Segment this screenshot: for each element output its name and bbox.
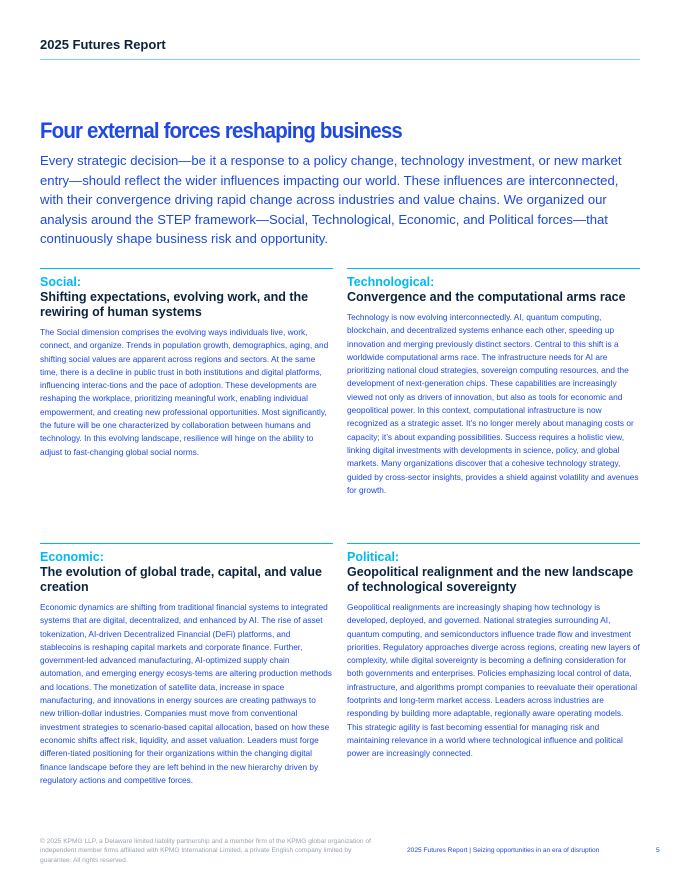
section-economic — [40, 543, 333, 787]
section-divider — [347, 268, 640, 269]
section-label: Technological: — [347, 275, 435, 289]
page-number: 5 — [656, 847, 660, 854]
section-subtitle: The evolution of global trade, capital, and value creation — [40, 565, 322, 594]
section-label: Social: — [40, 275, 81, 289]
intro-paragraph: Every strategic decision—be it a response to a policy change, technology investment, or new market entry—should reflect the wider influences impacting our world. These influences are interconnected, with their convergence driving rapid change across industries and value chains. We organized our analysis around the STEP framework—Social, Technological, Economic, and Political forces—that continuously shape business risk and opportunity. — [40, 153, 622, 246]
section-body: Economic dynamics are shifting from traditional financial systems to integrated systems that are digital, decentralized, and enhanced by AI. The rise of asset tokenization, AI-driven Decentralized Financial (DeFi) platforms, and stablecoins is reshaping capital markets and corporate finance. Further, government-led advanced manufacturing, AI-optimized supply chain automation, and emerging energy ecosys-tems are altering production methods and locations. The monetization of satellite data, increase in space manufacturing, and innovations in energy sources are creating pathways to new trillion-dollar industries. Companies must move from conventional investment strategies to scenario-based capital allocation, based on how these economic shifts affect risk, liquidity, and asset valuation. Leaders must forge differen-tiated positioning for their organizations within the changing digital finance landscape before they are left behind in the new hierarchy driven by regulatory actions and competitive forces. — [40, 602, 332, 785]
report-header-title: 2025 Futures Report — [40, 37, 166, 52]
section-body: Technology is now evolving interconnectedly. AI, quantum computing, blockchain, and decentralized systems enhance each other, speeding up innovation and merging previously distinct sectors. Central to this shift is a worldwide computational arms race. The infrastructure needs for AI are prioritizing national cloud strategies, sovereign computing resources, and the development of next-generation chips. These capabilities are increasingly viewed not only as drivers of innovation, but also as tools for economic and geopolitical power. In this context, computational infrastructure is now recognized as a strategic asset. It’s no longer merely about managing costs or capacity; it’s about expanding possibilities. Success requires a holistic view, linking digital investments with developments in science, policy, and global markets. Many organizations discover that a cohesive technology strategy, guided by cross-sector insights, provides a shield against volatility and avenues for growth. — [347, 312, 639, 495]
section-divider — [347, 543, 640, 544]
section-label: Economic: — [40, 550, 104, 564]
section-social — [40, 268, 333, 459]
section-divider — [40, 543, 333, 544]
page-title: Four external forces reshaping business — [40, 118, 402, 143]
section-subtitle: Shifting expectations, evolving work, and the rewiring of human systems — [40, 290, 309, 319]
section-label: Political: — [347, 550, 400, 564]
section-body: The Social dimension comprises the evolving ways individuals live, work, connect, and organize. Trends in population growth, demographics, aging, and shifting social values are apparent across regions and sectors. At the same time, there is a decline in public trust in both institutions and digital platforms, influencing interac-tions and the pace of adoption. These developments are reshaping the workplace, prioritizing meaningful work, enabling individual empowerment, and creating new professional opportunities. Most significantly, the future will be one characterized by collaboration between humans and technology. In this evolving landscape, resilience will hinge on the ability to adjust to fast-changing global social norms. — [40, 327, 329, 457]
section-political — [347, 543, 640, 761]
section-divider — [40, 268, 333, 269]
section-technological — [347, 268, 640, 497]
header-divider — [40, 59, 640, 60]
footer-report-reference: 2025 Futures Report | Seizing opportunities in an era of disruption — [407, 847, 600, 854]
footer-legal-notice: © 2025 KPMG LLP, a Delaware limited liability partnership and a member firm of the KPMG global organization of independent member firms affiliated with KPMG International Limited, a private English company limited by guarantee. All rights reserved. — [40, 838, 371, 864]
section-subtitle: Geopolitical realignment and the new landscape of technological sovereignty — [347, 565, 634, 594]
section-body: Geopolitical realignments are increasingly shaping how technology is developed, deployed, and governed. National strategies surrounding AI, quantum computing, and semiconductors influence trade flow and investment priorities. Regulatory approaches diverge across regions, creating new layers of complexity, while digital sovereignty is becoming a defining consideration for both governments and enterprises. Policies emphasizing local control of data, infrastructure, and algorithms prompt companies to reevaluate their operational footprints and long-term market access. Leaders across industries are responding by building more adaptable, regionally aware operating models. This strategic agility is fast becoming essential for managing risk and maintaining relevance in a world where technological influence and political power are increasingly connected. — [347, 602, 640, 759]
section-subtitle: Convergence and the computational arms race — [347, 290, 626, 304]
